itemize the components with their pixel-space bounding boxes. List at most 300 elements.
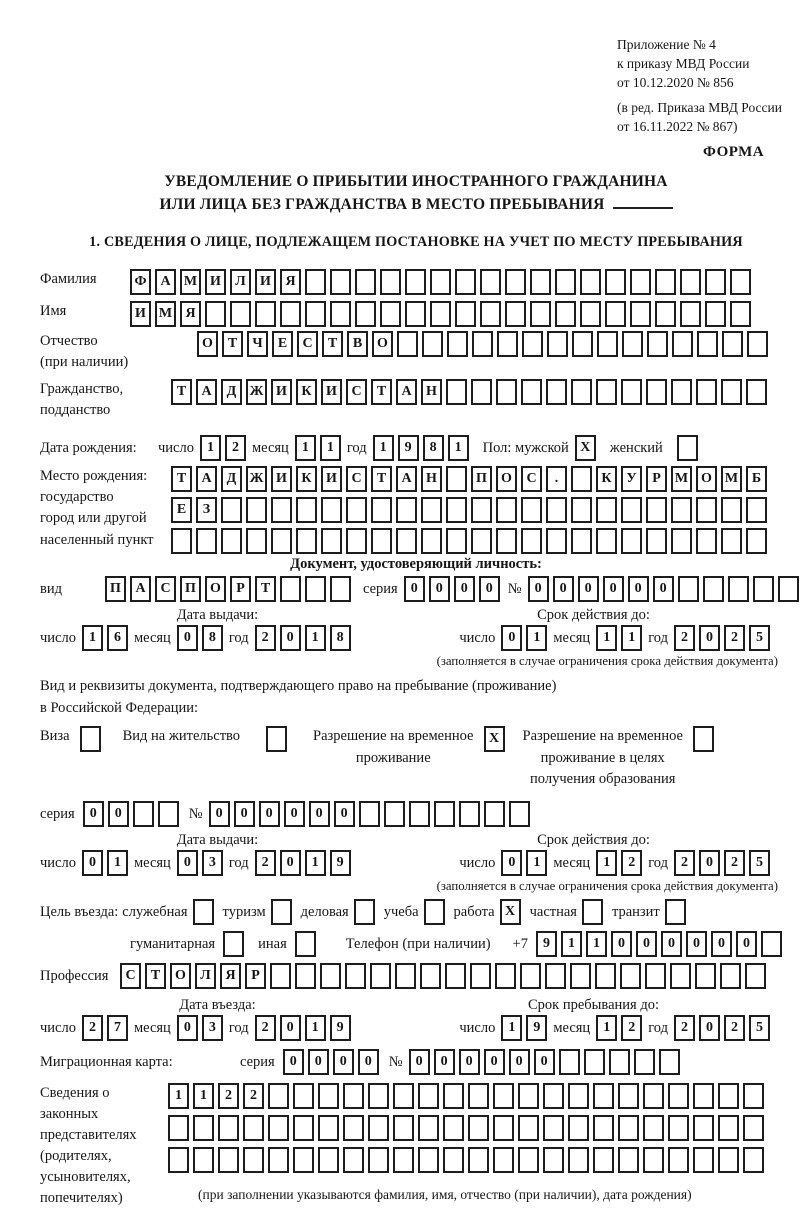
issue-date-heading: Дата выдачи: [176,607,259,624]
form-cell [718,1083,739,1109]
year-label: год [648,854,668,871]
form-cell [266,726,287,752]
form-cell [665,899,686,925]
form-cell [395,963,416,989]
form-cell: М [721,466,742,492]
form-cell [368,1147,389,1173]
purpose-tourism-checkbox [271,899,292,925]
purpose-official-label: служебная [122,903,188,920]
form-cell [243,1147,264,1173]
day-label: число [459,629,496,646]
form-cell [305,269,326,295]
form-cell [696,379,717,405]
form-cell: X [500,899,521,925]
purpose-study-label: учеба [383,903,419,920]
form-cell [505,301,526,327]
form-cell: 2 [674,1015,695,1041]
form-cell: Е [171,497,192,523]
form-cell: 1 [200,435,221,461]
doc-number-cells [528,576,799,602]
form-cell [355,269,376,295]
form-cell [246,497,267,523]
form-cell: 0 [334,801,355,827]
form-cell [672,331,693,357]
form-cell: П [105,576,126,602]
purpose-tourism-label: туризм [222,903,266,920]
form-cell [634,1049,655,1075]
form-cell [430,301,451,327]
residence-doc-dates [40,850,792,876]
form-cell [255,301,276,327]
surname-cells [130,269,751,295]
form-cell: С [155,576,176,602]
form-cell: С [120,963,141,989]
month-label: месяц [133,629,171,646]
form-cell [693,1083,714,1109]
form-cell: 9 [330,850,351,876]
form-cell: О [197,331,218,357]
form-cell [568,1115,589,1141]
form-cell [421,497,442,523]
form-cell: 1 [448,435,469,461]
form-cell: 1 [526,850,547,876]
form-cell [580,269,601,295]
form-cell [359,801,380,827]
form-cell [168,1147,189,1173]
form-cell [221,497,242,523]
form-cell: 0 [699,1015,720,1041]
form-cell: 0 [280,1015,301,1041]
issue-day-cells [82,625,128,651]
year-label: год [228,854,249,871]
form-cell [218,1115,239,1141]
form-cell: 0 [284,801,305,827]
purpose-study-checkbox [424,899,445,925]
birth-place-label: Место рождения: государство город или другой населенный пункт [40,468,154,548]
name-label: Имя [40,303,67,320]
form-cell [480,269,501,295]
form-cell: 0 [454,576,475,602]
purpose-other-checkbox [295,931,316,957]
appendix-line: к приказу МВД России [617,55,750,71]
form-cell [221,528,242,554]
purpose-private-checkbox [582,899,603,925]
birth-year-cells [373,435,469,461]
form-cell: 0 [628,576,649,602]
form-cell: 1 [193,1083,214,1109]
form-cell: Н [421,466,442,492]
form-cell: Ф [130,269,151,295]
identity-doc-note: (заполняется в случае ограничения срока действия документа) [436,654,778,669]
doc-type-cells [105,576,351,602]
purpose-other-label: иная [258,935,287,952]
form-cell: С [297,331,318,357]
form-cell: 9 [330,1015,351,1041]
form-cell [396,528,417,554]
form-cell [730,269,751,295]
series-label: серия [240,1053,275,1070]
form-cell: 2 [255,625,276,651]
form-cell [597,331,618,357]
birth-place-cells-row1 [171,466,767,492]
form-cell [618,1147,639,1173]
form-cell [647,331,668,357]
year-label: год [228,1019,249,1036]
form-cell [543,1083,564,1109]
form-cell [693,1147,714,1173]
form-cell [668,1147,689,1173]
form-cell: А [396,466,417,492]
form-cell: 1 [305,1015,326,1041]
form-cell [505,269,526,295]
form-cell: 0 [736,931,757,957]
form-cell: Я [180,301,201,327]
patronymic-label: Отчество (при наличии) [40,333,129,371]
form-cell: М [180,269,201,295]
form-cell [655,269,676,295]
patronymic-row [40,331,792,373]
form-cell [393,1083,414,1109]
forma-label: ФОРМА [703,144,765,161]
form-cell [746,528,767,554]
form-cell [218,1147,239,1173]
migration-card-label: Миграционная карта: [40,1053,173,1070]
form-cell [678,576,699,602]
form-cell [305,301,326,327]
form-cell [271,528,292,554]
form-cell [568,1147,589,1173]
form-cell: 8 [423,435,444,461]
form-cell: 1 [373,435,394,461]
form-cell [721,528,742,554]
form-cell [355,301,376,327]
form-cell: Т [322,331,343,357]
form-cell [746,379,767,405]
title-line-1: УВЕДОМЛЕНИЕ О ПРИБЫТИИ ИНОСТРАННОГО ГРАЖДАНИНА [164,173,668,191]
form-cell: 2 [218,1083,239,1109]
series-label: серия [40,805,75,822]
form-cell [593,1083,614,1109]
residence-issue-month-cells [177,850,223,876]
form-cell: 7 [107,1015,128,1041]
purpose-work-checkbox [500,899,521,925]
form-cell: С [346,379,367,405]
form-cell [721,497,742,523]
form-cell [480,301,501,327]
form-cell: 0 [280,625,301,651]
appendix-reference [617,36,792,136]
form-cell [380,301,401,327]
form-cell: 2 [724,625,745,651]
form-cell [443,1115,464,1141]
form-cell: 1 [305,625,326,651]
form-cell [753,576,774,602]
form-cell [559,1049,580,1075]
doc-type-label: вид [40,580,62,597]
residence-expiry-month-cells [596,850,642,876]
form-cell [495,963,516,989]
representatives-label: Сведения о законных представителях (родителях, усыновителях, попечителях) [40,1085,137,1207]
month-label: месяц [133,854,171,871]
form-cell [434,801,455,827]
year-label: год [228,629,249,646]
residence-expiry-year-cells [674,850,770,876]
form-cell: И [130,301,151,327]
day-label: число [459,854,496,871]
form-cell [468,1083,489,1109]
form-cell: 0 [309,801,330,827]
expiry-month-cells [596,625,642,651]
form-cell [296,497,317,523]
form-cell: 0 [404,576,425,602]
residence-series-cells [83,801,179,827]
form-cell [668,1115,689,1141]
entry-year-cells [255,1015,351,1041]
phone-cells [536,931,782,957]
form-cell: 1 [596,625,617,651]
residence-permit-label: Вид на жительство [122,727,241,744]
form-cell: 2 [225,435,246,461]
appendix-edit-note: (в ред. Приказа МВД России [617,99,782,115]
form-cell [268,1147,289,1173]
birth-place-cells-row3 [171,528,767,554]
surname-label: Фамилия [40,271,97,288]
phone-prefix: +7 [512,935,528,952]
appendix-line: Приложение № 4 [617,37,716,52]
form-cell: П [180,576,201,602]
form-cell [158,801,179,827]
form-cell [593,1147,614,1173]
profession-row [40,963,792,989]
form-cell [646,528,667,554]
form-cell [418,1147,439,1173]
purpose-row2 [130,931,792,957]
form-cell [493,1115,514,1141]
form-cell: Б [746,466,767,492]
form-cell: 6 [107,625,128,651]
form-cell [318,1115,339,1141]
form-cell: Р [230,576,251,602]
form-cell [321,497,342,523]
form-cell: 0 [358,1049,379,1075]
form-cell [243,1115,264,1141]
form-cell: 0 [333,1049,354,1075]
form-cell: 0 [280,850,301,876]
form-cell [568,1083,589,1109]
residence-permit-checkbox [266,726,287,752]
form-cell [168,1115,189,1141]
form-cell: 9 [398,435,419,461]
form-cell [596,379,617,405]
stay-day-cells [501,1015,547,1041]
form-cell [393,1147,414,1173]
form-cell [722,331,743,357]
form-cell [745,963,766,989]
form-cell: Н [421,379,442,405]
stay-until-heading: Срок пребывания до: [528,997,659,1014]
month-label: месяц [553,1019,591,1036]
temp-residence-permit-option [313,726,504,770]
form-cell: С [521,466,542,492]
form-cell [471,497,492,523]
form-cell: 1 [621,625,642,651]
form-cell: 0 [82,850,103,876]
series-label: серия [363,580,398,597]
birth-month-cells [295,435,341,461]
form-cell [468,1147,489,1173]
edu-residence-permit-label: Разрешение на временное проживание в целях получения образования [522,727,683,788]
form-cell [545,963,566,989]
form-cell: 1 [586,931,607,957]
form-cell: Т [171,466,192,492]
form-cell [409,801,430,827]
form-cell [445,963,466,989]
form-cell [293,1083,314,1109]
form-cell: М [671,466,692,492]
form-cell: 0 [177,625,198,651]
residence-permit-option [123,726,287,752]
form-cell [720,963,741,989]
identity-doc-row [40,576,792,602]
form-cell: 0 [283,1049,304,1075]
form-cell: 2 [724,1015,745,1041]
representatives-note: (при заполнении указываются фамилия, имя, отчество (при наличии), дата рождения) [198,1187,692,1203]
form-cell: 1 [596,1015,617,1041]
form-cell [422,331,443,357]
month-label: месяц [251,439,289,456]
form-cell: 0 [578,576,599,602]
representatives-cells-row1 [168,1083,764,1109]
form-cell [743,1147,764,1173]
form-cell [418,1083,439,1109]
form-cell: 0 [699,850,720,876]
title-underline [613,207,673,209]
form-cell: 1 [596,850,617,876]
form-cell [671,379,692,405]
birth-date-label: Дата рождения: [40,439,137,456]
purpose-business-checkbox [354,899,375,925]
form-cell [246,528,267,554]
form-cell: 2 [255,1015,276,1041]
form-cell: 0 [501,625,522,651]
form-cell [223,931,244,957]
form-cell: 0 [409,1049,430,1075]
form-cell: Т [145,963,166,989]
form-cell [193,899,214,925]
entry-dates [40,1015,792,1041]
form-cell: . [546,466,567,492]
form-cell [671,497,692,523]
stay-year-cells [674,1015,770,1041]
year-label: год [648,629,668,646]
doc-series-cells [404,576,500,602]
form-cell: 2 [724,850,745,876]
form-cell: 0 [686,931,707,957]
form-cell: 0 [177,850,198,876]
visa-checkbox [80,726,101,752]
form-cell: Т [255,576,276,602]
form-cell: Ж [246,379,267,405]
representatives-cells-row3 [168,1147,764,1173]
form-cell: 0 [636,931,657,957]
form-cell [618,1083,639,1109]
form-cell [546,379,567,405]
form-cell [133,801,154,827]
form-cell [268,1083,289,1109]
form-cell [496,528,517,554]
purpose-humanitarian-checkbox [223,931,244,957]
form-cell: И [205,269,226,295]
form-cell: А [130,576,151,602]
form-cell [418,1115,439,1141]
day-label: число [40,854,76,871]
form-cell: 2 [621,1015,642,1041]
form-cell [368,1083,389,1109]
number-label: № [507,580,522,597]
form-cell: Р [245,963,266,989]
form-cell [646,497,667,523]
form-cell [346,497,367,523]
form-cell: X [484,726,505,752]
title-line-2: ИЛИ ЛИЦА БЕЗ ГРАЖДАНСТВА В МЕСТО ПРЕБЫВАНИЯ [40,194,792,216]
form-cell [271,497,292,523]
form-cell [680,301,701,327]
purpose-label: Цель въезда: [40,903,119,920]
form-cell: Д [221,466,242,492]
entry-date-headings [40,997,792,1014]
form-cell [671,528,692,554]
form-cell [330,301,351,327]
residence-number-cells [209,801,530,827]
form-cell [346,528,367,554]
form-cell [696,528,717,554]
form-cell [193,1147,214,1173]
name-row [40,301,792,327]
day-label: число [459,1019,496,1036]
form-cell [171,528,192,554]
form-cell [193,1115,214,1141]
form-cell [371,497,392,523]
form-cell [630,301,651,327]
form-cell [295,963,316,989]
form-cell [670,963,691,989]
form-cell: Т [222,331,243,357]
year-label: год [346,439,367,456]
expiry-date-heading: Срок действия до: [537,607,650,624]
form-cell: 2 [243,1083,264,1109]
residence-doc-intro: Вид и реквизиты документа, подтверждающего право на пребывание (проживание) в Российской Федерации: [40,678,557,717]
month-label: месяц [553,629,591,646]
form-cell: М [155,301,176,327]
form-cell [320,963,341,989]
patronymic-cells [197,331,768,357]
form-cell: И [321,466,342,492]
form-cell [621,497,642,523]
form-cell: 0 [509,1049,530,1075]
form-cell [746,497,767,523]
form-cell [643,1083,664,1109]
form-cell: К [296,466,317,492]
form-cell [696,497,717,523]
form-cell: З [196,497,217,523]
form-cell [343,1083,364,1109]
form-cell [546,528,567,554]
form-cell: 9 [536,931,557,957]
form-cell: О [372,331,393,357]
form-cell [230,301,251,327]
form-cell [424,899,445,925]
form-cell: О [205,576,226,602]
